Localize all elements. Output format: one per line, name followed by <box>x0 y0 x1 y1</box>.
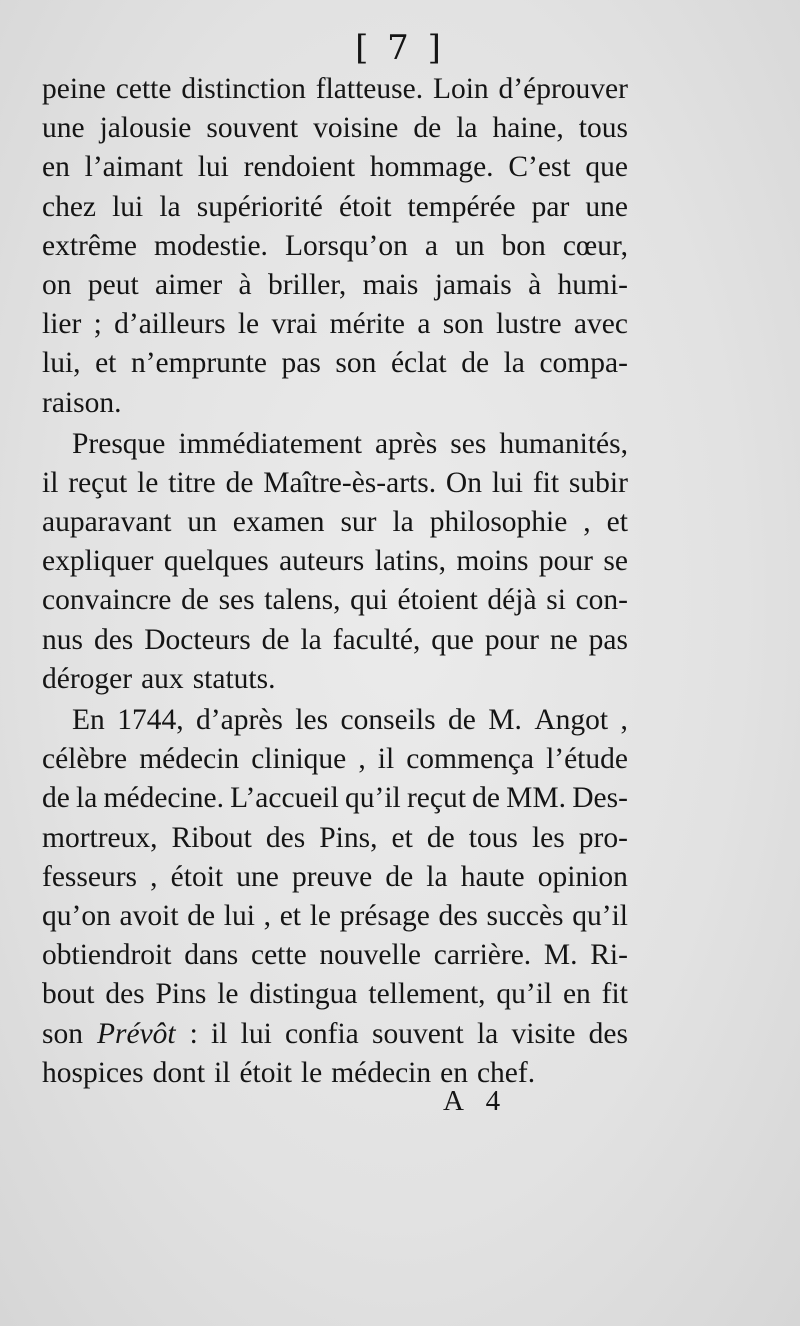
word: d’ailleurs <box>114 308 226 341</box>
word: de <box>261 623 290 656</box>
word: a <box>424 229 438 262</box>
body-text <box>42 70 628 1093</box>
word: supériorité <box>196 190 323 223</box>
word: en <box>562 978 591 1011</box>
word: expliquer <box>42 545 154 578</box>
word: un <box>187 506 217 539</box>
word: , <box>583 506 591 539</box>
word: reçut <box>406 782 466 815</box>
word: qu’il <box>496 978 553 1011</box>
word: médecin <box>139 743 240 776</box>
word: peine <box>42 73 106 105</box>
word: les <box>295 704 329 736</box>
paragraph-2 <box>42 425 628 699</box>
word: la <box>503 347 525 380</box>
word: l’aimant <box>84 151 183 184</box>
word: lui <box>197 151 229 184</box>
word: lustre <box>496 308 562 341</box>
word: son <box>442 308 484 341</box>
word: de <box>181 584 209 617</box>
text-line <box>42 425 628 464</box>
word: visite <box>511 1017 576 1050</box>
word: reçut <box>68 466 128 499</box>
word: aux <box>141 662 184 695</box>
word: convaincre <box>42 584 172 617</box>
text-line <box>42 70 628 109</box>
word: Ri- <box>590 939 628 972</box>
word: une <box>585 190 628 223</box>
text-line <box>42 266 628 305</box>
text-line <box>42 819 628 858</box>
word: humanités, <box>499 427 628 460</box>
word: qui <box>350 584 388 617</box>
word: par <box>531 190 570 223</box>
word: sur <box>340 506 377 539</box>
word: ; <box>93 308 102 341</box>
word: haine, <box>492 112 564 145</box>
word: à <box>238 268 252 301</box>
word: statuts. <box>192 662 276 695</box>
word: Ribout <box>171 821 252 854</box>
word: le <box>237 308 260 341</box>
word: titre <box>168 466 216 499</box>
word: en <box>440 1056 468 1089</box>
word: raison. <box>42 386 122 419</box>
word: Angot <box>534 704 609 736</box>
word: de <box>472 782 500 815</box>
word: subir <box>568 466 628 499</box>
word: auparavant <box>42 506 172 539</box>
word: cette <box>251 939 307 972</box>
word: dans <box>184 939 239 972</box>
word: a <box>417 308 431 341</box>
signature-mark: A 4 <box>443 1085 509 1117</box>
word: mortreux, <box>42 821 158 854</box>
word: tempérée <box>407 190 516 223</box>
text-line <box>42 936 628 975</box>
word: la <box>392 506 414 539</box>
word: bout <box>42 978 95 1011</box>
word: lui <box>491 466 523 499</box>
paragraph-1 <box>42 70 628 423</box>
word: souvent <box>371 1017 464 1050</box>
word: fesseurs <box>42 860 138 893</box>
word: tous <box>578 112 628 145</box>
word: la <box>300 623 322 656</box>
text-line <box>42 858 628 897</box>
word: éclat <box>390 347 447 380</box>
word: philosophie <box>429 506 568 539</box>
word: pas <box>588 623 628 656</box>
word: briller, <box>267 268 347 301</box>
word: MM. <box>506 782 566 815</box>
word: con- <box>575 584 628 617</box>
word: qu’il <box>572 899 628 932</box>
word: jamais <box>434 268 512 301</box>
word: et <box>606 506 628 539</box>
word: des <box>265 821 306 854</box>
word: présage <box>339 899 430 932</box>
word: immédiatement <box>178 427 362 460</box>
word: , <box>150 860 158 893</box>
word: lui, <box>42 347 81 380</box>
page-number: [ 7 ] <box>355 28 445 68</box>
word: le <box>309 899 332 932</box>
word: Pins <box>155 978 207 1011</box>
text-line <box>42 188 628 227</box>
word: ses <box>450 427 487 460</box>
word: étoit <box>338 190 392 223</box>
word: la <box>76 782 98 815</box>
text-line <box>42 701 628 740</box>
word: célèbre <box>42 743 128 776</box>
word: Des- <box>572 782 628 815</box>
word: chef. <box>476 1056 536 1089</box>
word: après <box>374 427 438 460</box>
line-continuation <box>190 1015 628 1054</box>
text-line <box>42 148 628 187</box>
word: déroger <box>42 662 133 695</box>
word: Pins, <box>319 821 378 854</box>
word: des <box>105 978 145 1011</box>
word: Lorsqu’on <box>284 229 408 262</box>
word: de <box>225 466 254 499</box>
word: nus <box>42 623 83 656</box>
word: conseils <box>340 704 436 736</box>
word: on <box>42 268 72 301</box>
word: faculté, <box>332 623 421 656</box>
word: il <box>214 1056 231 1089</box>
word: pro- <box>578 821 628 854</box>
word: souvent <box>206 112 299 145</box>
word: clinique <box>251 743 347 776</box>
word: ne <box>549 623 578 656</box>
word: mérite <box>329 308 406 341</box>
word: Maître-ès-arts. <box>263 466 437 499</box>
word: un <box>455 229 485 262</box>
word: n’emprunte <box>130 347 267 380</box>
word: hospices <box>42 1056 144 1089</box>
word: succès <box>486 899 564 932</box>
word: carrière. <box>433 939 532 972</box>
word: aimer <box>155 268 223 301</box>
word: avec <box>573 308 628 341</box>
word: et <box>95 347 117 380</box>
word: latins, <box>374 545 446 578</box>
text-line <box>42 581 628 620</box>
word: de <box>42 782 70 815</box>
word: cette <box>115 73 172 105</box>
word: une <box>42 112 85 145</box>
word: il <box>211 1017 228 1050</box>
word: les <box>531 821 565 854</box>
text-line <box>42 227 628 266</box>
word: lui <box>240 1017 272 1050</box>
word: ses <box>218 584 255 617</box>
word: de <box>187 899 216 932</box>
word: moins <box>456 545 529 578</box>
word: , <box>263 899 272 932</box>
word: il <box>42 466 59 499</box>
text-line <box>42 464 628 503</box>
word: le <box>137 466 159 499</box>
word: dont <box>152 1056 206 1089</box>
text-line <box>42 305 628 344</box>
text-line <box>42 1015 628 1054</box>
text-line <box>42 109 628 148</box>
word: des <box>438 899 478 932</box>
word: d’après <box>196 704 283 736</box>
word: pour <box>484 623 539 656</box>
text-line <box>42 542 628 581</box>
word: chez <box>42 190 97 223</box>
text-line <box>42 975 628 1014</box>
word: compa- <box>539 347 628 380</box>
word: En <box>72 704 105 736</box>
word: modestie. <box>154 229 268 262</box>
word: que <box>431 623 474 656</box>
word: le <box>300 1056 323 1089</box>
word: de <box>385 860 414 893</box>
word: bon <box>501 229 546 262</box>
word: opinion <box>537 860 628 893</box>
word: des <box>588 1017 628 1050</box>
word: jalousie <box>99 112 192 145</box>
word: lui <box>223 899 255 932</box>
word: déjà <box>487 584 537 617</box>
word: vrai <box>271 308 318 341</box>
word: pas <box>281 347 321 380</box>
word: hommage. <box>369 151 494 184</box>
word: étoient <box>397 584 478 617</box>
word: cœur, <box>562 229 628 262</box>
word: médecine. <box>103 782 224 815</box>
word: quelques <box>163 545 269 578</box>
word: l’étude <box>546 743 628 776</box>
word: d’éprouver <box>498 73 628 105</box>
word: Docteurs <box>144 623 251 656</box>
word: de <box>461 347 490 380</box>
word: fit <box>532 466 560 499</box>
word: Loin <box>432 73 489 105</box>
word: flatteuse. <box>315 73 424 105</box>
word: distingua <box>249 978 358 1011</box>
word: C’est <box>508 151 571 184</box>
word: la <box>426 860 448 893</box>
word: 1744, <box>117 704 184 736</box>
word: il <box>377 743 395 776</box>
word: médecin <box>331 1056 432 1089</box>
word: auteurs <box>279 545 365 578</box>
word: la <box>159 190 181 223</box>
word: pour <box>538 545 593 578</box>
text-line <box>42 897 628 936</box>
word: haute <box>460 860 525 893</box>
word: à <box>528 268 542 301</box>
word: la <box>456 112 478 145</box>
text-line <box>42 621 628 660</box>
text-line <box>42 1054 628 1093</box>
word: lui <box>112 190 144 223</box>
word: confia <box>285 1017 359 1050</box>
word: de <box>413 112 442 145</box>
word: voisine <box>313 112 399 145</box>
word: humi- <box>557 268 628 301</box>
word: étoit <box>170 860 224 893</box>
text-line <box>42 344 628 383</box>
text-line <box>42 779 628 818</box>
word: rendoient <box>243 151 356 184</box>
word: et <box>279 899 302 932</box>
word: peut <box>87 268 139 301</box>
word: M. <box>488 704 522 736</box>
word: fit <box>601 978 628 1011</box>
word: commença <box>406 743 534 776</box>
text-line <box>42 503 628 542</box>
word: tellement, <box>368 978 486 1011</box>
word: que <box>585 151 628 184</box>
word: : <box>189 1017 198 1050</box>
word: distinction <box>181 73 306 105</box>
word: preuve <box>291 860 373 893</box>
word: qu’on <box>42 899 111 932</box>
word: nouvelle <box>319 939 422 972</box>
text-line <box>42 660 628 699</box>
italic-term: Prévôt <box>96 1017 176 1050</box>
paragraph-3 <box>42 701 628 1093</box>
word: son <box>335 347 377 380</box>
word: , <box>358 743 366 776</box>
text-line <box>42 740 628 779</box>
word: si <box>546 584 566 617</box>
word: en <box>42 151 70 184</box>
word: L’accueil <box>230 782 339 815</box>
word: la <box>476 1017 499 1050</box>
word: se <box>603 545 628 578</box>
word: des <box>93 623 134 656</box>
word: qu’il <box>345 782 401 815</box>
word: , <box>620 704 628 736</box>
word: de <box>448 704 476 736</box>
word: de <box>426 821 455 854</box>
word: examen <box>232 506 325 539</box>
word: et <box>391 821 413 854</box>
word: M. <box>543 939 578 972</box>
word: étoit <box>239 1056 292 1089</box>
word: extrême <box>42 229 137 262</box>
word: talens, <box>264 584 341 617</box>
word: avoit <box>119 899 179 932</box>
word: On <box>445 466 482 499</box>
word: tous <box>468 821 518 854</box>
word: Presque <box>72 427 166 460</box>
word: obtiendroit <box>42 939 172 972</box>
word: lier <box>42 308 82 341</box>
word: le <box>217 978 239 1011</box>
text-line <box>42 384 628 423</box>
line-start-word: son <box>42 1017 83 1050</box>
word: une <box>236 860 279 893</box>
word: mais <box>362 268 419 301</box>
